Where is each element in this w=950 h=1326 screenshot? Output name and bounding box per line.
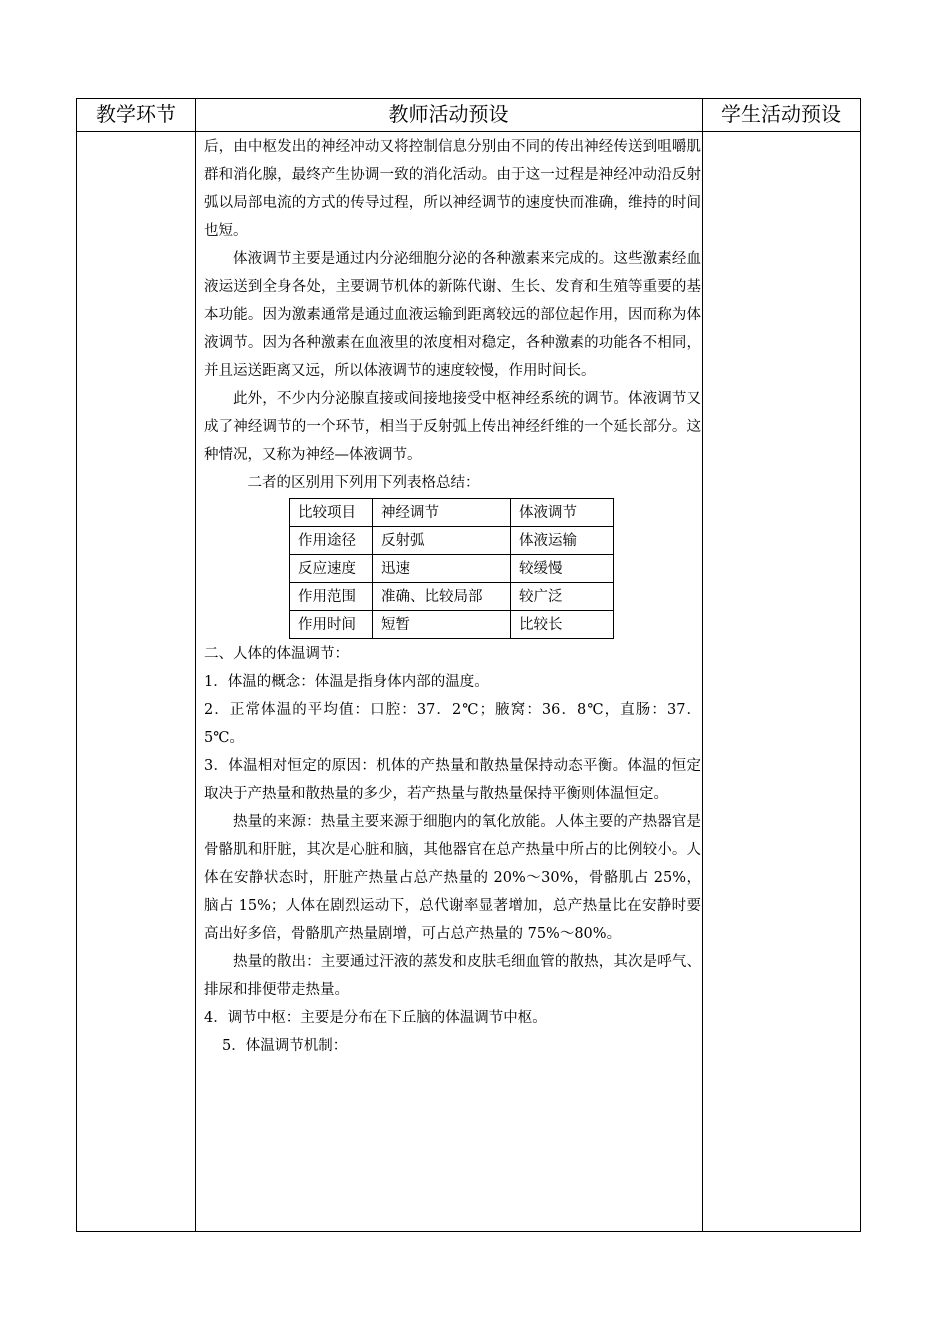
header-teaching-stage: 教学环节 [96, 102, 176, 126]
table-row [290, 611, 614, 639]
table-cell: 较缓慢 [511, 555, 614, 583]
paragraph: 此外，不少内分泌腺直接或间接地接受中枢神经系统的调节。体液调节又成了神经调节的一个环节，相当于反射弧上传出神经纤维的一个延长部分。这种情况，又称为神经—体液调节。 [204, 391, 701, 463]
paragraph: 后，由中枢发出的神经冲动又将控制信息分别由不同的传出神经传送到咀嚼肌群和消化腺，最终产生协调一致的消化活动。由于这一过程是神经冲动沿反射弧以局部电流的方式的传导过程，所以神经调节的速度快而准确，维持的时间也短。 [204, 139, 701, 239]
header-divider [77, 131, 860, 132]
header-student-activity: 学生活动预设 [721, 102, 841, 126]
paragraph: 4．调节中枢：主要是分布在下丘脑的体温调节中枢。 [204, 1010, 547, 1026]
table-row [290, 527, 614, 555]
column-divider [702, 99, 703, 1231]
table-cell: 作用范围 [290, 583, 373, 611]
table-cell: 体液调节 [511, 499, 614, 527]
table-cell: 反射弧 [373, 527, 511, 555]
comparison-table [289, 498, 614, 639]
table-cell: 迅速 [373, 555, 511, 583]
table-cell: 比较项目 [290, 499, 373, 527]
lesson-plan-table [76, 98, 861, 1232]
paragraph: 5．体温调节机制： [222, 1038, 348, 1054]
paragraph: 3．体温相对恒定的原因：机体的产热量和散热量保持动态平衡。体温的恒定取决于产热量和散热量的多少，若产热量与散热量保持平衡则体温恒定。 [204, 758, 701, 802]
header-teacher-activity: 教师活动预设 [388, 102, 509, 126]
table-cell: 体液运输 [511, 527, 614, 555]
teacher-activity-content [204, 133, 701, 1060]
paragraph: 热量的散出：主要通过汗液的蒸发和皮肤毛细血管的散热，其次是呼气、排尿和排便带走热量。 [204, 954, 701, 998]
table-row [290, 555, 614, 583]
paragraph: 二者的区别用下列用下列表格总结： [247, 475, 480, 491]
table-row [290, 583, 614, 611]
table-cell: 神经调节 [373, 499, 511, 527]
table-cell: 比较长 [511, 611, 614, 639]
paragraph: 体液调节主要是通过内分泌细胞分泌的各种激素来完成的。这些激素经血液运送到全身各处，主要调节机体的新陈代谢、生长、发育和生殖等重要的基本功能。因为激素通常是通过血液运输到距离较远的部位起作用，因而称为体液调节。因为各种激素在血液里的浓度相对稳定，各种激素的功能各不相同，并且运送距离又远，所以体液调节的速度较慢，作用时间长。 [204, 251, 701, 379]
column-divider [195, 99, 196, 1231]
table-cell: 作用途径 [290, 527, 373, 555]
paragraph: 热量的来源：热量主要来源于细胞内的氧化放能。人体主要的产热器官是骨骼肌和肝脏，其次是心脏和脑，其他器官在总产热量中所占的比例较小。人体在安静状态时，肝脏产热量占总产热量的 20%～30%，骨骼肌占 25%，脑占 15%；人体在剧烈运动下，总代谢率显著增加，总产热量比在安静时要高出好多倍，骨骼肌产热量剧增，可占总产热量的 75%～80%。 [204, 814, 701, 942]
table-cell: 准确、比较局部 [373, 583, 511, 611]
section-heading: 二、人体的体温调节： [204, 646, 349, 662]
table-cell: 短暂 [373, 611, 511, 639]
table-cell: 作用时间 [290, 611, 373, 639]
paragraph: 2．正常体温的平均值：口腔：37．2℃；腋窝：36．8℃，直肠：37．5℃。 [204, 702, 701, 746]
table-row [290, 499, 614, 527]
table-cell: 反应速度 [290, 555, 373, 583]
paragraph: 1．体温的概念：体温是指身体内部的温度。 [204, 674, 489, 690]
table-cell: 较广泛 [511, 583, 614, 611]
